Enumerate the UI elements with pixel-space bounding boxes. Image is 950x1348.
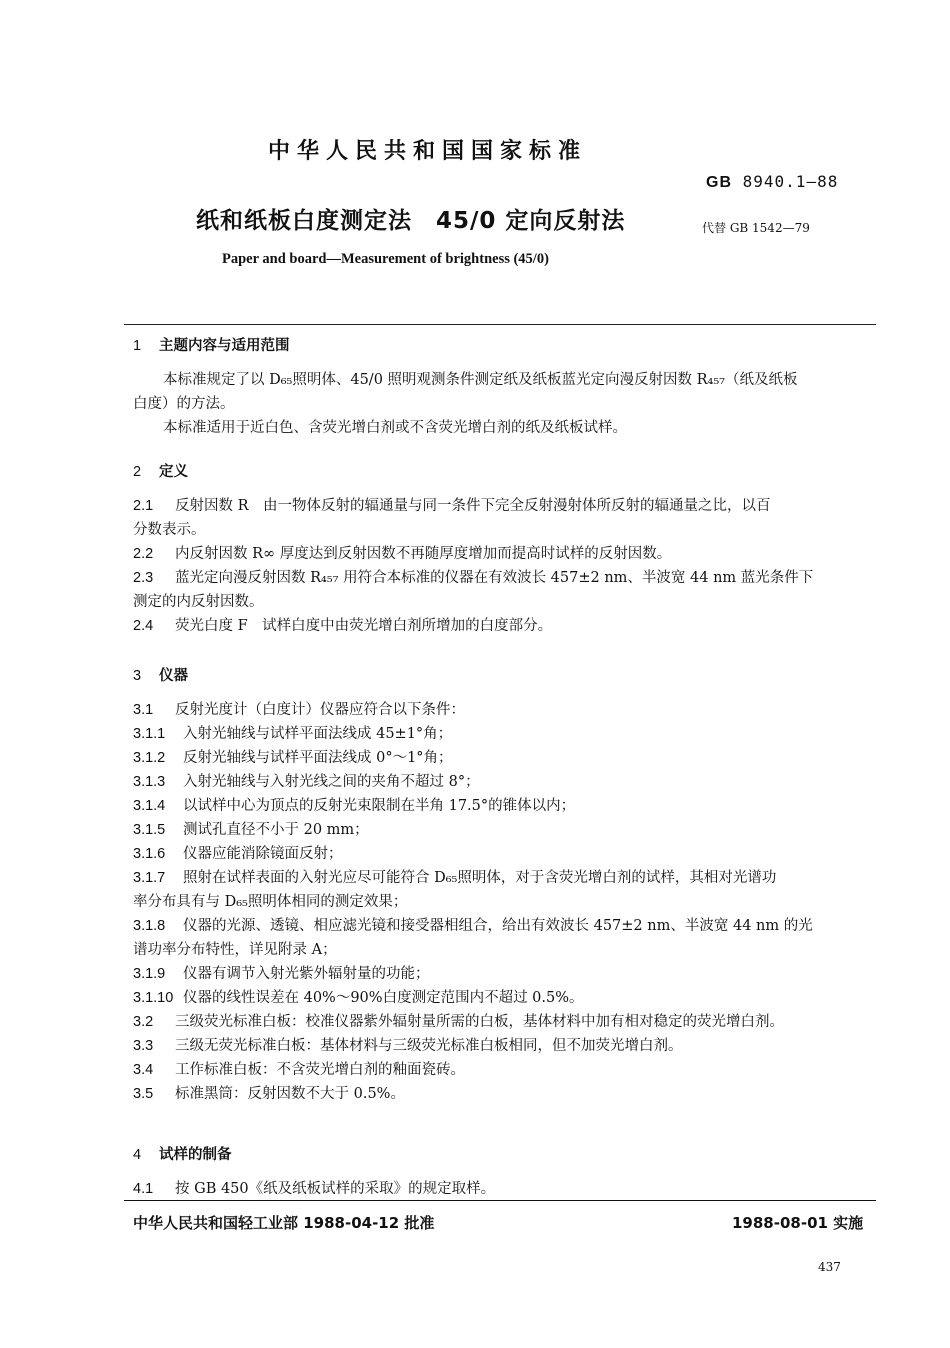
clause-3-1-7: 3.1.7 照射在试样表面的入射光应尽可能符合 D₆₅照明体，对于含荧光增白剂的试样，其相对光谱功 xyxy=(133,870,777,886)
clause-3-1-8-cont: 谱功率分布特性，详见附录 A； xyxy=(133,942,337,958)
approval-statement: 中华人民共和国轻工业部 1988-04-12 批准 xyxy=(133,1214,435,1232)
clause-3-1: 3.1 反射光度计（白度计）仪器应符合以下条件： xyxy=(133,702,465,718)
clause-2-3: 2.3 蓝光定向漫反射因数 R₄₅₇ 用符合本标准的仪器在有效波长 457±2 nm、半波宽 44 nm 蓝光条件下 xyxy=(133,570,814,586)
clause-2-1-cont: 分数表示。 xyxy=(133,522,206,538)
footer-divider xyxy=(124,1200,876,1201)
standard-number xyxy=(706,172,838,192)
clause-4-1: 4.1 按 GB 450《纸及纸板试样的采取》的规定取样。 xyxy=(133,1181,496,1197)
clause-2-1: 2.1 反射因数 R 由一物体反射的辐通量与同一条件下完全反射漫射体所反射的辐通量之比，以百 xyxy=(133,498,771,514)
national-standard-heading: 中华人民共和国国家标准 xyxy=(267,139,587,164)
section-1-para-1: 本标准规定了以 D₆₅照明体、45/0 照明观测条件测定纸及纸板蓝光定向漫反射因数 R₄₅₇（纸及纸板 xyxy=(163,372,798,388)
section-1-heading: 1 主题内容与适用范围 xyxy=(133,338,290,354)
clause-3-1-4: 3.1.4 以试样中心为顶点的反射光束限制在半角 17.5°的锥体以内； xyxy=(133,798,576,814)
standard-code: 8940.1—88 xyxy=(742,172,839,191)
standard-prefix: GB xyxy=(706,174,732,191)
clause-3-1-2: 3.1.2 反射光轴线与试样平面法线成 0°～1°角； xyxy=(133,750,453,766)
section-3-heading: 3 仪器 xyxy=(133,668,188,684)
clause-2-3-cont: 测定的内反射因数。 xyxy=(133,594,264,610)
replaces-standard: 代替 GB 1542—79 xyxy=(702,221,810,235)
clause-3-3: 3.3 三级无荧光标准白板：基体材料与三级荧光标准白板相同，但不加荧光增白剂。 xyxy=(133,1038,683,1054)
page-number: 437 xyxy=(818,1260,841,1274)
clause-3-5: 3.5 标准黑筒：反射因数不大于 0.5%。 xyxy=(133,1086,405,1102)
section-1-para-1-cont: 白度）的方法。 xyxy=(133,396,235,412)
clause-3-4: 3.4 工作标准白板：不含荧光增白剂的釉面瓷砖。 xyxy=(133,1062,465,1078)
section-4-body xyxy=(133,1177,873,1201)
document-title-cn: 纸和纸板白度测定法 45/0 定向反射法 xyxy=(196,208,626,234)
section-2-heading: 2 定义 xyxy=(133,464,188,480)
section-1-body xyxy=(133,368,873,440)
clause-3-1-6: 3.1.6 仪器应能消除镜面反射； xyxy=(133,846,343,862)
clause-3-2: 3.2 三级荧光标准白板：校准仪器紫外辐射量所需的白板，基体材料中加有相对稳定的荧光增白剂。 xyxy=(133,1014,784,1030)
clause-2-4: 2.4 荧光白度 F 试样白度中由荧光增白剂所增加的白度部分。 xyxy=(133,618,553,634)
header-divider xyxy=(124,324,876,325)
clause-3-1-7-cont: 率分布具有与 D₆₅照明体相同的测定效果； xyxy=(133,894,408,910)
document-title-en: Paper and board—Measurement of brightness (45/0) xyxy=(222,251,549,267)
clause-2-2: 2.2 内反射因数 R∞ 厚度达到反射因数不再随厚度增加而提高时试样的反射因数。 xyxy=(133,546,672,562)
clause-3-1-9: 3.1.9 仪器有调节入射光紫外辐射量的功能； xyxy=(133,966,430,982)
clause-3-1-3: 3.1.3 入射光轴线与入射光线之间的夹角不超过 8°； xyxy=(133,774,480,790)
section-3-body xyxy=(133,698,873,1106)
clause-3-1-10: 3.1.10 仪器的线性误差在 40%～90%白度测定范围内不超过 0.5%。 xyxy=(133,990,584,1006)
effective-date: 1988-08-01 实施 xyxy=(732,1214,864,1232)
clause-3-1-5: 3.1.5 测试孔直径不小于 20 mm； xyxy=(133,822,369,838)
clause-3-1-1: 3.1.1 入射光轴线与试样平面法线成 45±1°角； xyxy=(133,726,453,742)
section-1-para-2: 本标准适用于近白色、含荧光增白剂或不含荧光增白剂的纸及纸板试样。 xyxy=(163,420,627,436)
clause-3-1-8: 3.1.8 仪器的光源、透镜、相应滤光镜和接受器相组合，给出有效波长 457±2 nm、半波宽 44 nm 的光 xyxy=(133,918,813,934)
section-4-heading: 4 试样的制备 xyxy=(133,1147,232,1163)
section-2-body xyxy=(133,494,873,638)
